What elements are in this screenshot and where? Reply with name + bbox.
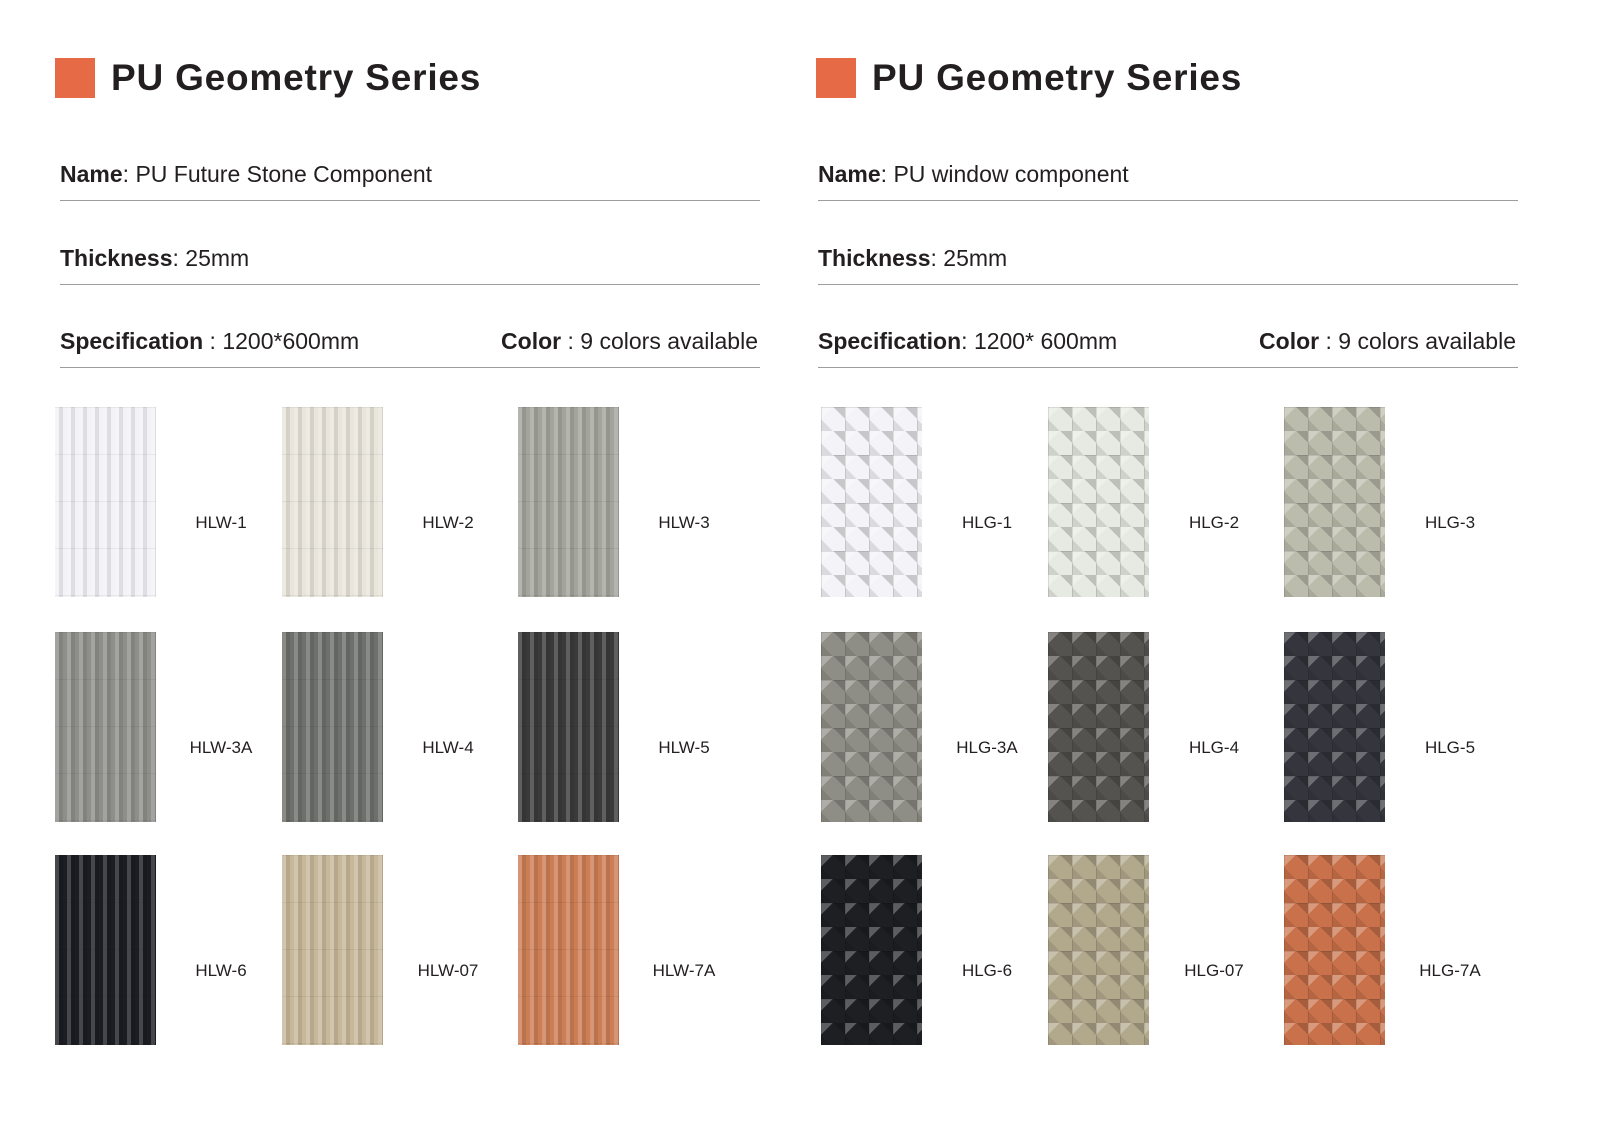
swatch-code: HLW-4 — [422, 738, 474, 757]
swatch-code: HLW-5 — [658, 738, 710, 757]
swatch-tile — [821, 632, 922, 822]
swatch-item — [55, 407, 290, 607]
color-value: 9 colors available — [1338, 328, 1516, 354]
swatch-tile — [282, 855, 383, 1045]
thickness-row — [60, 244, 760, 285]
name-value: PU Future Stone Component — [135, 161, 433, 187]
specification-separator: : — [961, 328, 974, 354]
right-panel — [818, 0, 1558, 1131]
swatch-item — [282, 407, 517, 607]
swatch-tile — [518, 632, 619, 822]
swatch-item — [821, 855, 1056, 1055]
swatch-code: HLG-07 — [1184, 961, 1244, 980]
color-info — [1259, 327, 1516, 355]
swatch-grid — [55, 407, 775, 1057]
swatch-tile — [282, 632, 383, 822]
swatch-item — [1048, 632, 1283, 832]
thickness-separator: : — [172, 245, 186, 271]
name-row — [818, 160, 1518, 201]
swatch-tile — [1284, 407, 1385, 597]
name-label: Name — [818, 161, 881, 187]
specification-value: 1200*600mm — [222, 328, 360, 354]
swatch-tile — [282, 407, 383, 597]
color-label: Color — [501, 328, 562, 354]
swatch-tile — [1284, 632, 1385, 822]
accent-square-icon — [55, 58, 95, 98]
swatch-item — [55, 855, 290, 1055]
swatch-code: HLG-7A — [1419, 961, 1481, 980]
swatch-item — [518, 855, 753, 1055]
swatch-item — [55, 632, 290, 832]
series-header — [55, 58, 481, 98]
swatch-item — [821, 632, 1056, 832]
color-separator: : — [561, 328, 581, 354]
swatch-tile — [518, 855, 619, 1045]
name-label: Name — [60, 161, 123, 187]
swatch-tile — [518, 407, 619, 597]
specification-label: Specification — [60, 328, 204, 354]
thickness-value: 25mm — [185, 245, 250, 271]
swatch-code: HLW-2 — [422, 513, 474, 532]
thickness-label: Thickness — [60, 245, 173, 271]
swatch-code: HLG-3 — [1424, 513, 1476, 532]
swatch-tile — [821, 855, 922, 1045]
specification-value: 1200* 600mm — [973, 328, 1118, 354]
swatch-code: HLG-5 — [1424, 738, 1476, 757]
swatch-tile — [55, 855, 156, 1045]
swatch-item — [821, 407, 1056, 607]
thickness-label: Thickness — [818, 245, 931, 271]
swatch-code: HLG-3A — [956, 738, 1018, 757]
swatch-code: HLW-7A — [652, 961, 716, 980]
name-row — [60, 160, 760, 201]
series-title: PU Geometry Series — [111, 57, 482, 98]
swatch-code: HLW-1 — [195, 513, 247, 532]
swatch-tile — [1048, 632, 1149, 822]
left-panel — [55, 0, 775, 1131]
specification-separator: : — [203, 328, 223, 354]
thickness-value: 25mm — [943, 245, 1008, 271]
swatch-item — [1048, 855, 1283, 1055]
thickness-row — [818, 244, 1518, 285]
series-header — [816, 58, 1242, 98]
swatch-item — [1284, 632, 1519, 832]
specification-label: Specification — [818, 328, 962, 354]
series-title: PU Geometry Series — [872, 57, 1243, 98]
swatch-grid — [821, 407, 1541, 1057]
swatch-item — [282, 632, 517, 832]
swatch-code: HLW-07 — [417, 961, 479, 980]
swatch-code: HLG-1 — [961, 513, 1013, 532]
thickness-separator: : — [930, 245, 944, 271]
color-info — [501, 327, 758, 355]
swatch-item — [1284, 407, 1519, 607]
swatch-item — [1048, 407, 1283, 607]
swatch-tile — [1284, 855, 1385, 1045]
swatch-item — [518, 632, 753, 832]
swatch-code: HLG-2 — [1188, 513, 1240, 532]
swatch-tile — [821, 407, 922, 597]
swatch-tile — [1048, 407, 1149, 597]
swatch-code: HLW-3 — [658, 513, 710, 532]
swatch-tile — [1048, 855, 1149, 1045]
swatch-code: HLW-6 — [195, 961, 247, 980]
accent-square-icon — [816, 58, 856, 98]
swatch-tile — [55, 632, 156, 822]
swatch-item — [518, 407, 753, 607]
swatch-tile — [55, 407, 156, 597]
name-value: PU window component — [893, 161, 1129, 187]
color-label: Color — [1259, 328, 1320, 354]
name-separator: : — [122, 161, 136, 187]
specification-row — [60, 327, 760, 368]
specification-row — [818, 327, 1518, 368]
name-separator: : — [880, 161, 894, 187]
swatch-item — [282, 855, 517, 1055]
swatch-item — [1284, 855, 1519, 1055]
color-value: 9 colors available — [580, 328, 758, 354]
color-separator: : — [1319, 328, 1339, 354]
swatch-code: HLW-3A — [189, 738, 253, 757]
swatch-code: HLG-6 — [961, 961, 1013, 980]
swatch-code: HLG-4 — [1188, 738, 1240, 757]
